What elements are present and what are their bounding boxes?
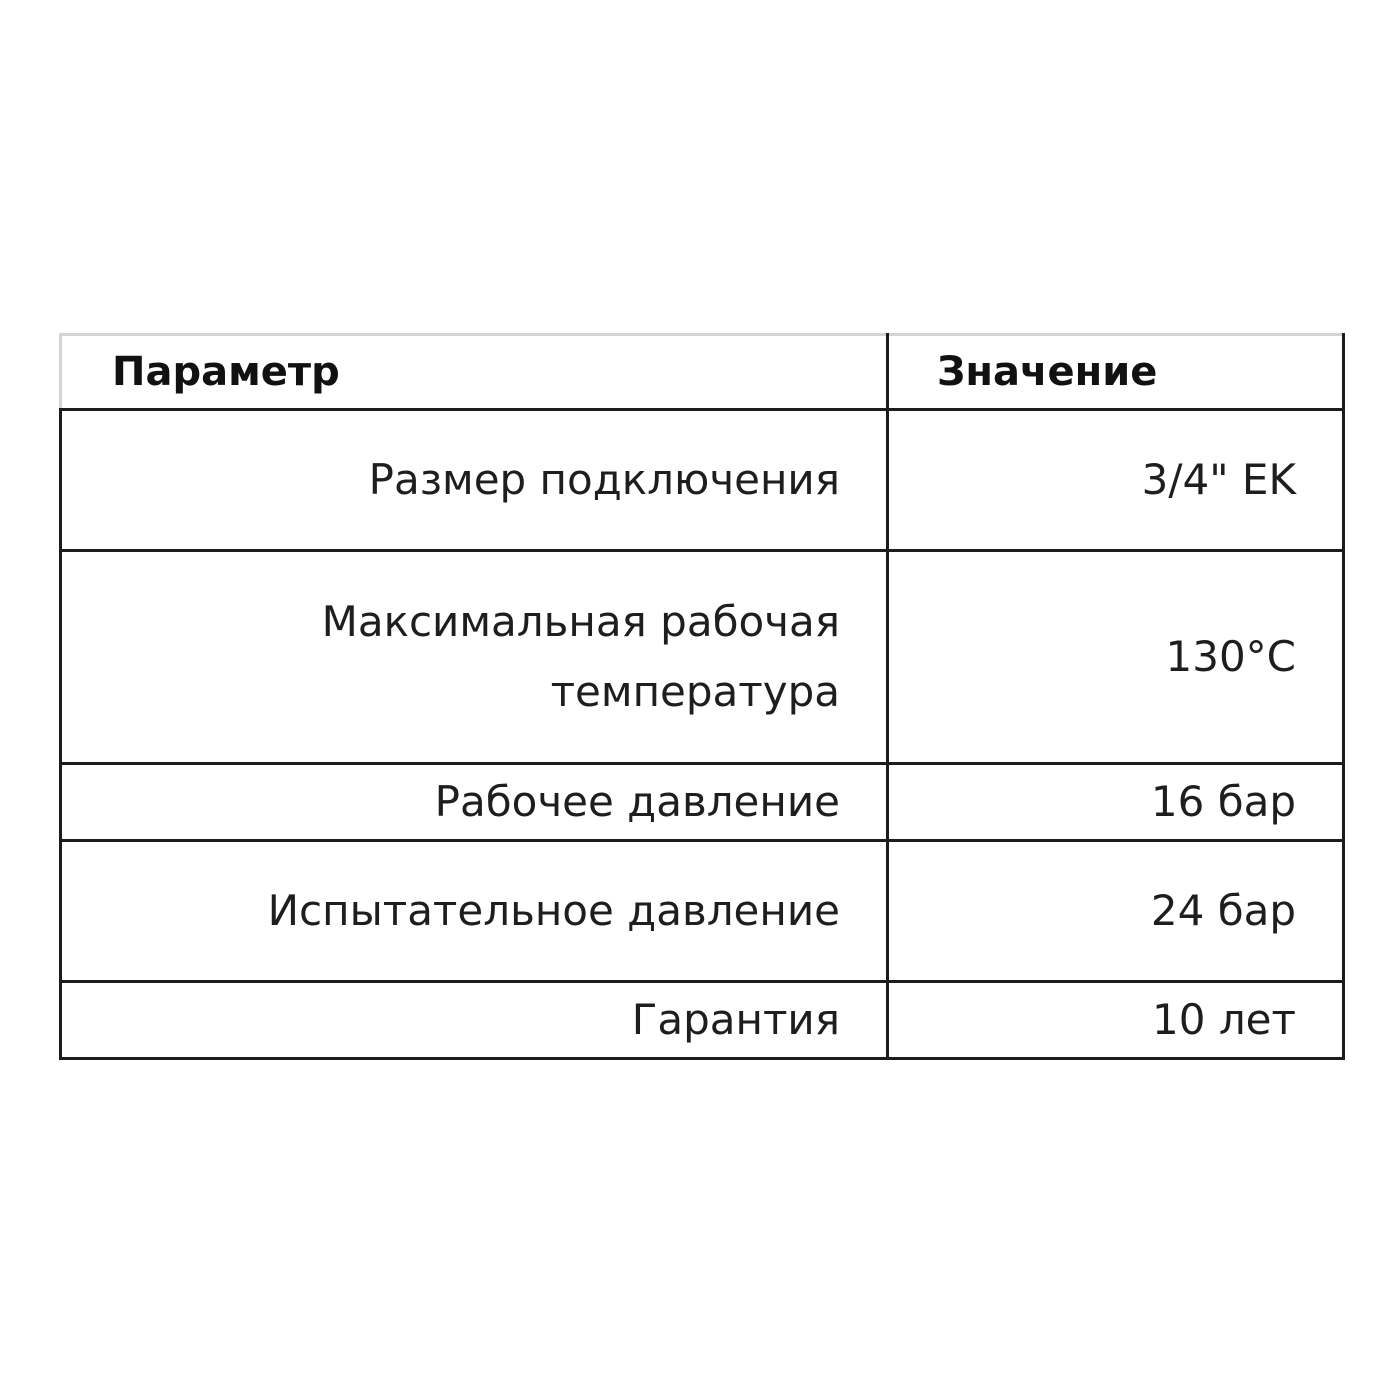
row-value: 130°C [888,551,1344,764]
table-header-row [61,335,1344,410]
row-value: 16 бар [888,764,1344,841]
row-value: 10 лет [888,982,1344,1059]
row-parameter: Гарантия [61,982,888,1059]
row-value: 3/4" EK [888,410,1344,551]
spec-table [59,333,1345,1060]
row-parameter [61,551,888,764]
table-row [61,410,1344,551]
table-row [61,841,1344,982]
table-row [61,764,1344,841]
header-parameter: Параметр [61,335,888,410]
row-parameter: Рабочее давление [61,764,888,841]
table-row [61,982,1344,1059]
row-value: 24 бар [888,841,1344,982]
row-parameter-line-2: температура [550,667,840,716]
table-row [61,551,1344,764]
row-parameter-line-1: Максимальная рабочая [321,597,840,646]
row-parameter: Испытательное давление [61,841,888,982]
header-value: Значение [888,335,1344,410]
row-parameter: Размер подключения [61,410,888,551]
